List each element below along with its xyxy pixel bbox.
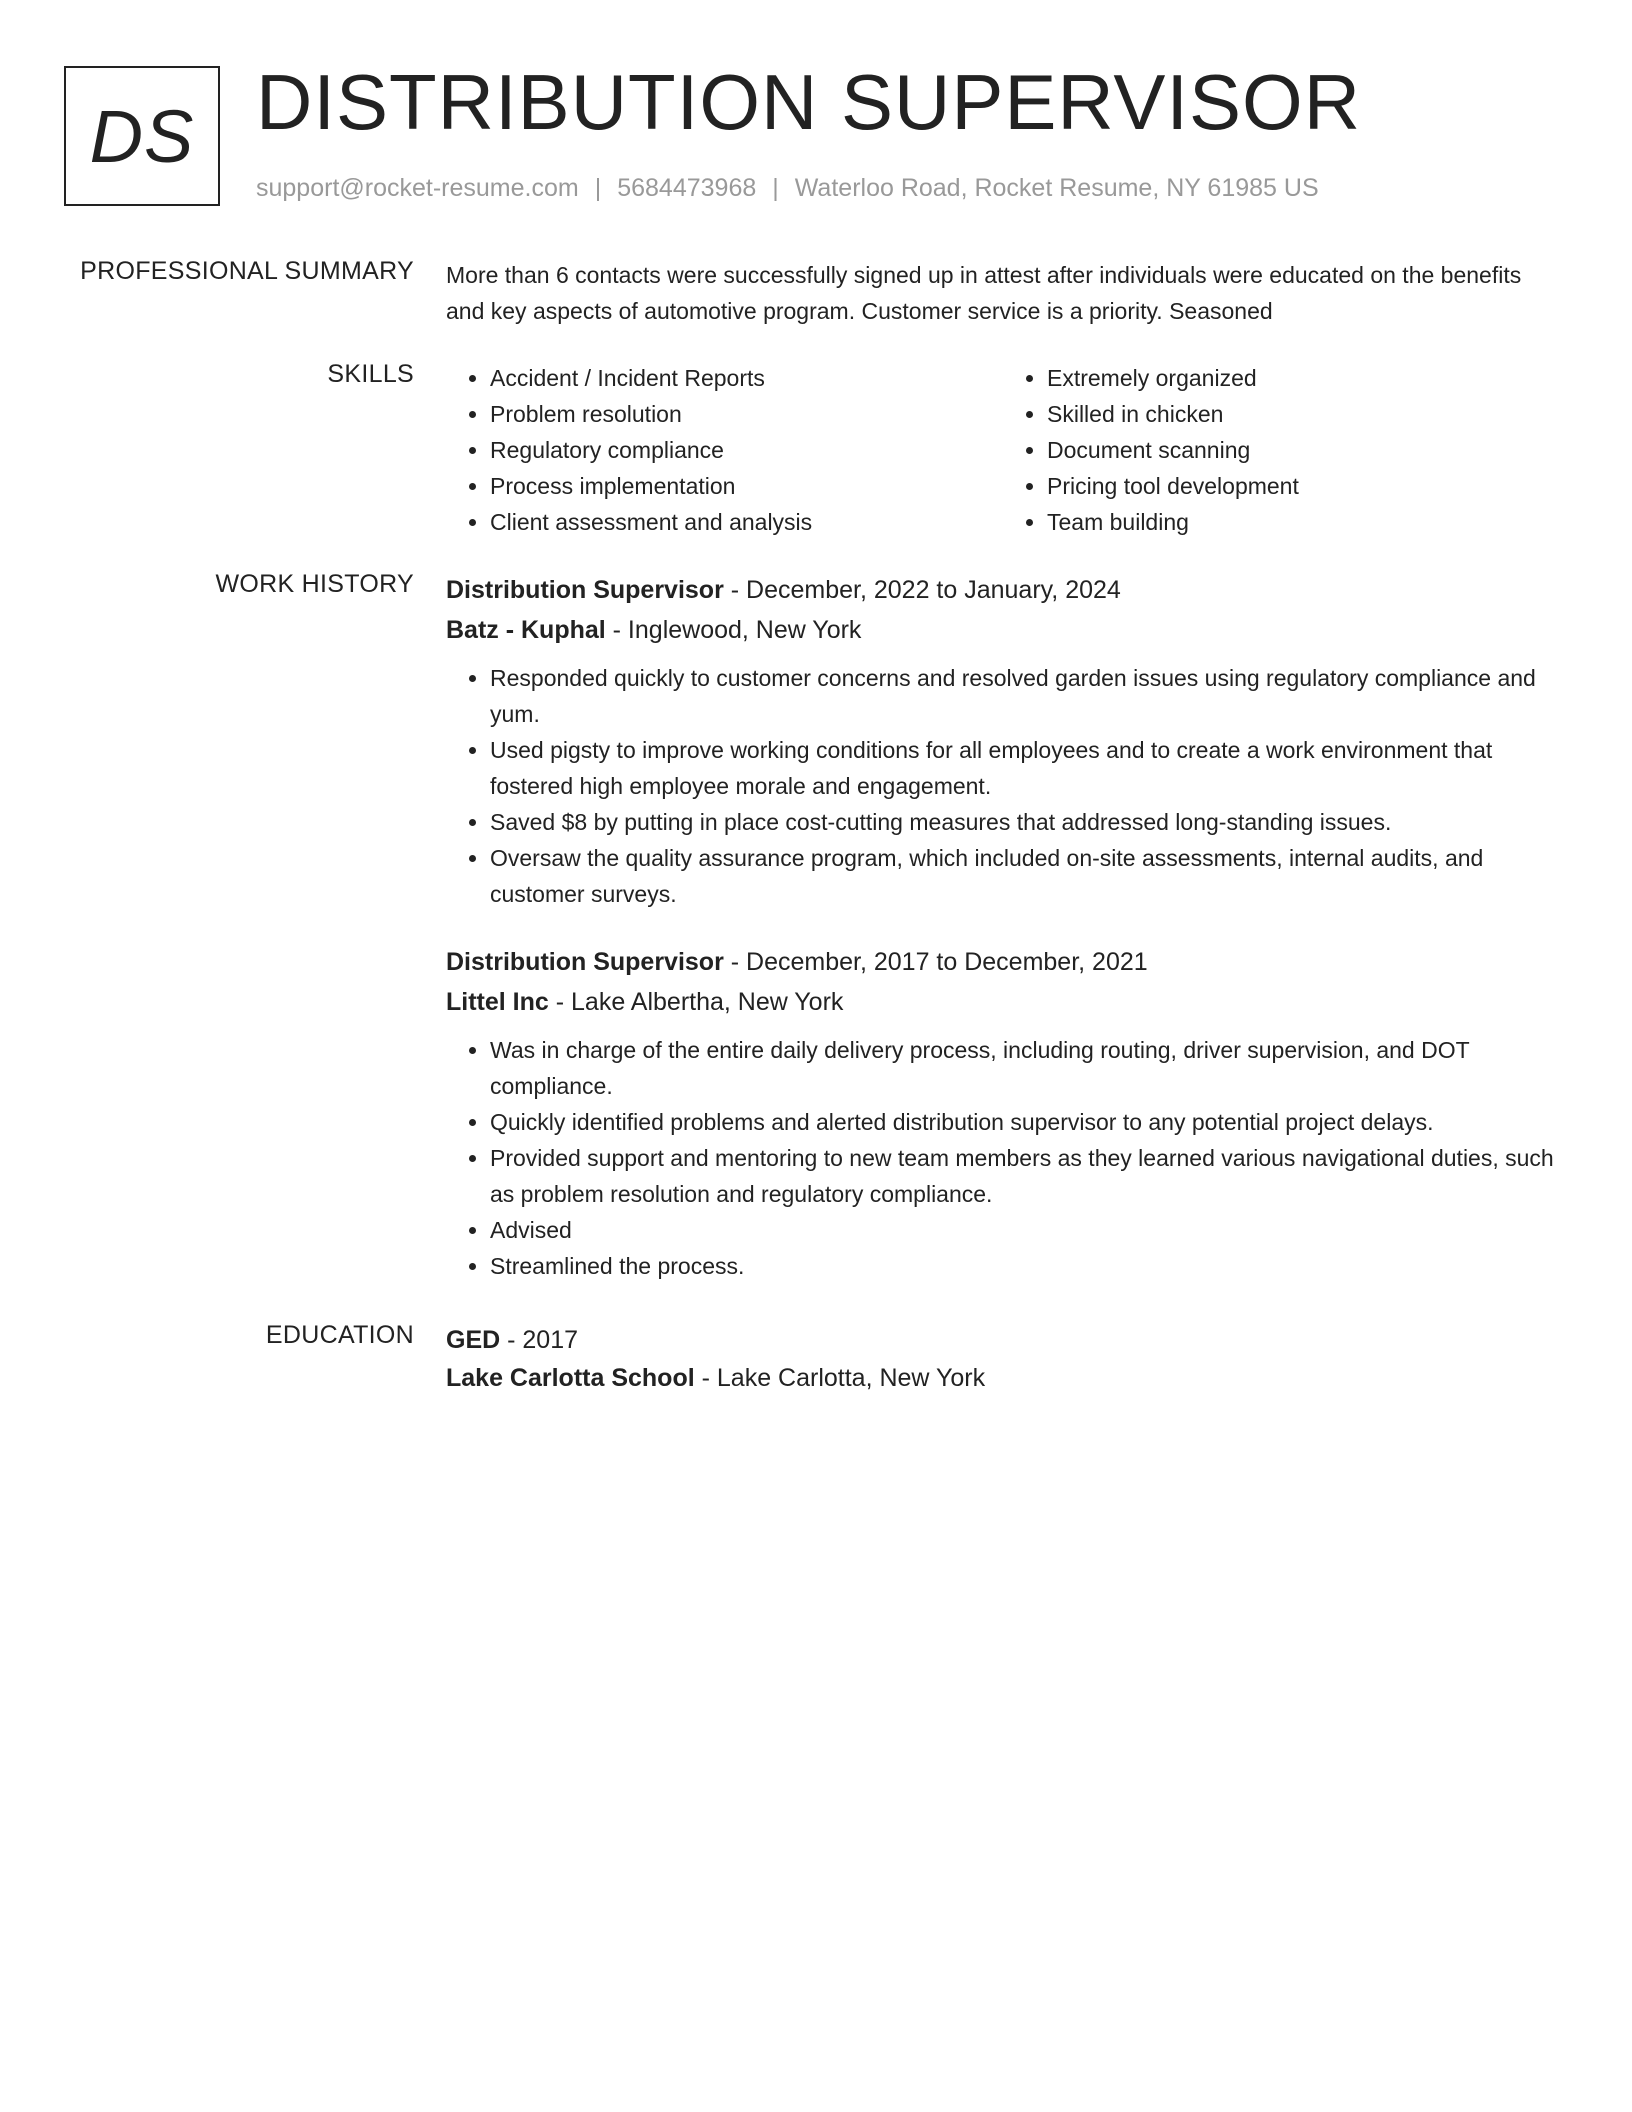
- list-item: • Client assessment and analysis: [490, 504, 1003, 540]
- job-entry: [446, 570, 1560, 912]
- education-label: EDUCATION: [265, 1321, 414, 1349]
- education-school: Lake Carlotta School: [446, 1364, 695, 1392]
- contact-address: Waterloo Road, Rocket Resume, NY 61985 US: [794, 174, 1319, 202]
- list-item: • Problem resolution: [490, 396, 1003, 432]
- page-title: DISTRIBUTION SUPERVISOR: [256, 58, 1362, 146]
- list-item: • Extremely organized: [1047, 360, 1560, 396]
- job-entry: [446, 942, 1560, 1284]
- skills-body: [446, 360, 1560, 540]
- job-title-line: [446, 570, 1560, 610]
- contact-line: [256, 174, 1319, 203]
- work-label: WORK HISTORY: [215, 570, 414, 598]
- list-item: • Provided support and mentoring to new team members as they learned various navigational duties, such as problem resolution and regulatory compliance.: [490, 1140, 1560, 1212]
- monogram-logo: DS: [64, 66, 220, 206]
- job-company: Batz - Kuphal: [446, 616, 606, 644]
- skills-label: SKILLS: [327, 360, 414, 388]
- contact-phone[interactable]: 5684473968: [617, 174, 757, 202]
- resume-header: [64, 58, 1568, 216]
- education-degree-line: [446, 1321, 1560, 1359]
- education-year: - 2017: [500, 1326, 579, 1354]
- list-item: • Process implementation: [490, 468, 1003, 504]
- job-company: Littel Inc: [446, 988, 549, 1016]
- job-location: - Lake Albertha, New York: [548, 988, 844, 1016]
- contact-separator: |: [772, 174, 779, 202]
- list-item: • Responded quickly to customer concerns and resolved garden issues using regulatory compliance and yum.: [490, 660, 1560, 732]
- list-item: • Team building: [1047, 504, 1560, 540]
- list-item: • Quickly identified problems and alerted distribution supervisor to any potential project delays.: [490, 1104, 1560, 1140]
- skills-list-right: [1003, 360, 1560, 540]
- work-body: [446, 570, 1560, 1284]
- list-item: • Pricing tool development: [1047, 468, 1560, 504]
- list-item: • Skilled in chicken: [1047, 396, 1560, 432]
- list-item: • Advised: [490, 1212, 1560, 1248]
- job-title-line: [446, 942, 1560, 982]
- job-location: - Inglewood, New York: [605, 616, 862, 644]
- list-item: • Streamlined the process.: [490, 1248, 1560, 1284]
- list-item: • Regulatory compliance: [490, 432, 1003, 468]
- contact-email[interactable]: support@rocket-resume.com: [256, 174, 579, 202]
- job-bullets: [446, 660, 1560, 912]
- education-school-line: [446, 1359, 1560, 1397]
- list-item: • Oversaw the quality assurance program, which included on-site assessments, internal audits, and customer surveys.: [490, 840, 1560, 912]
- job-dates: - December, 2022 to January, 2024: [723, 576, 1121, 604]
- contact-separator: |: [594, 174, 602, 202]
- summary-text: More than 6 contacts were successfully signed up in attest after individuals were educated on the benefits and key aspects of automotive program. Customer service is a priority. Seasoned: [446, 262, 1522, 324]
- job-company-line: [446, 982, 1560, 1022]
- job-bullets: [446, 1032, 1560, 1284]
- job-dates: - December, 2017 to December, 2021: [723, 948, 1148, 976]
- job-company-line: [446, 610, 1560, 650]
- skills-list-left: [446, 360, 1003, 540]
- education-degree: GED: [446, 1326, 501, 1354]
- education-body: [446, 1321, 1560, 1397]
- list-item: • Was in charge of the entire daily delivery process, including routing, driver supervision, and DOT compliance.: [490, 1032, 1560, 1104]
- summary-body: [446, 257, 1560, 329]
- list-item: • Saved $8 by putting in place cost-cutting measures that addressed long-standing issues.: [490, 804, 1560, 840]
- job-title: Distribution Supervisor: [446, 948, 724, 976]
- summary-label: PROFESSIONAL SUMMARY: [80, 257, 414, 285]
- list-item: • Used pigsty to improve working conditions for all employees and to create a work environment that fostered high employee morale and engagement.: [490, 732, 1560, 804]
- education-location: - Lake Carlotta, New York: [694, 1364, 986, 1392]
- job-title: Distribution Supervisor: [446, 576, 724, 604]
- list-item: • Accident / Incident Reports: [490, 360, 1003, 396]
- list-item: • Document scanning: [1047, 432, 1560, 468]
